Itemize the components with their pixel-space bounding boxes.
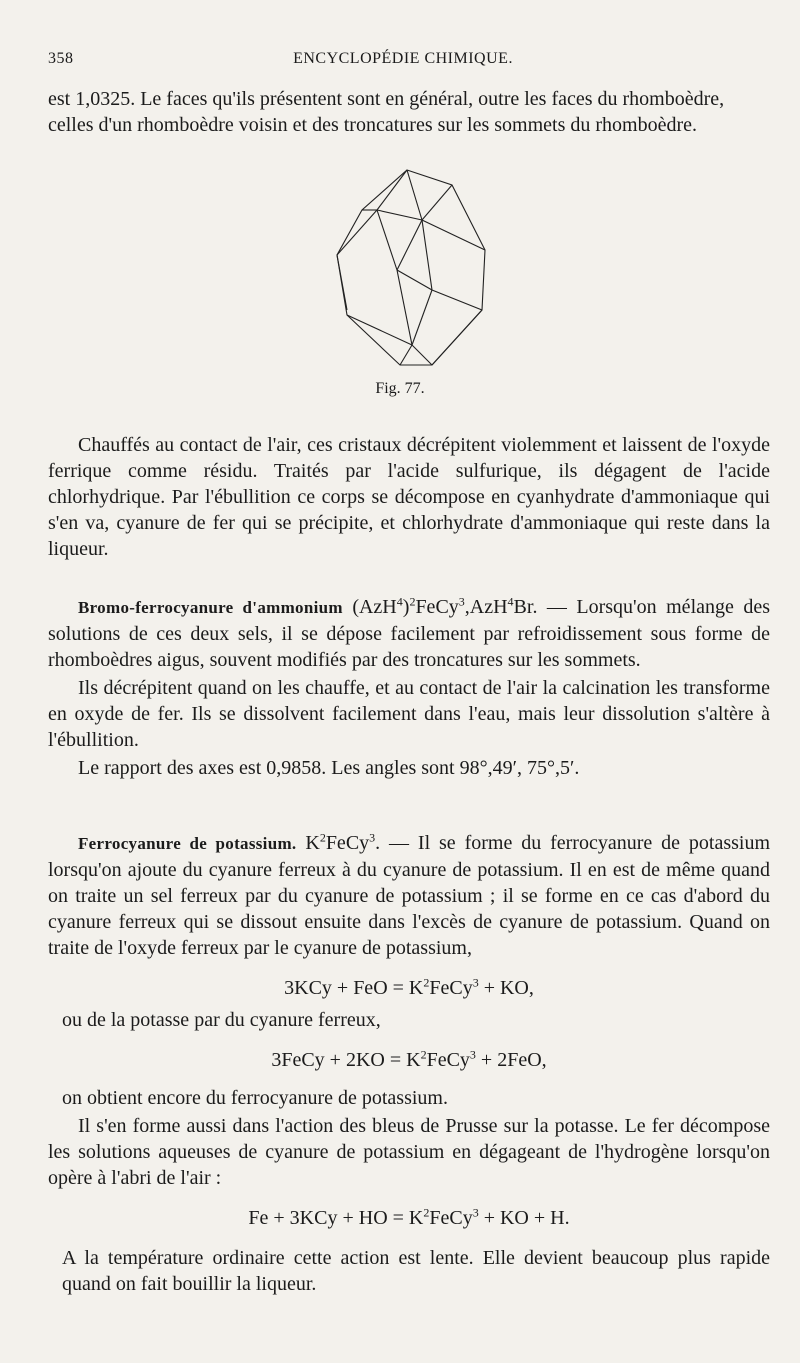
crystal-outline bbox=[337, 170, 485, 365]
ferro-paragraph-2: Il s'en forme aussi dans l'action des bleus de Prusse sur la potasse. Le fer décompose les solutions aqueuses de cyanure de potassium en dégageant de l'hydrogène lorsqu'on opère à l'abri de l'air : bbox=[48, 1115, 770, 1189]
intro-line-2: celles d'un rhomboèdre voisin et des troncatures sur les sommets du rhomboèdre. bbox=[48, 114, 698, 136]
equation-3: Fe + 3KCy + HO = $K^2FeCy^3$ + KO + H. bbox=[248, 1205, 570, 1229]
ferro-text: — Il se forme du ferrocyanure de potassium lorsqu'on ajoute du cyanure ferreux à du cyanure de potassium. Il en est de même quand on traite un sel ferreux par du cyanure de potassium ; il se forme en ce cas d'abord du cyanure ferreux qui se dissout ensuite dans l'excès de cyanure de potassium. Quand on traite de l'oxyde ferreux par le cyanure de potassium, bbox=[48, 832, 771, 959]
ferro-paragraph: Ferrocyanure de potassium. $K^2FeCy^3$. — Il se forme du ferrocyanure de potassium lorsqu'on ajoute du cyanure ferreux à du cyanure de potassium. Il en est de même quand on traite un sel ferreux par du cyanure de potassium ; il se forme en ce cas d'abord du cyanure ferreux qui se dissout ensuite dans l'excès de cyanure de potassium. Quand on traite de l'oxyde ferreux par le cyanure de potassium, bbox=[48, 830, 771, 959]
equation-1: 3KCy + FeO = $K^2FeCy^3$ + KO, bbox=[284, 975, 534, 999]
section-ferrocyanure bbox=[48, 830, 770, 1297]
ferro-heading: Ferrocyanure de potassium. bbox=[78, 834, 297, 853]
section-bromo bbox=[48, 594, 770, 781]
equation-2: 3FeCy + $2KO = K^2FeCy^3 + 2FeO$, bbox=[271, 1047, 547, 1071]
bromo-text: — Lorsqu'on mélange des solutions de ces deux sels, il se dépose facilement par refroidissement sous forme de rhomboèdres aigus, souvent modifiés par des troncatures sur les sommets. bbox=[48, 596, 771, 671]
bromo-heading: Bromo-ferrocyanure d'ammonium bbox=[78, 598, 343, 617]
bromo-paragraph: Bromo-ferrocyanure d'ammonium $(AzH^4)^2FeCy^3,AzH^4Br$. — Lorsqu'on mélange des solutions de ces deux sels, il se dépose facilement par refroidissement sous forme de rhomboèdres aigus, souvent modifiés par des troncatures sur les sommets. bbox=[48, 594, 771, 671]
page-header bbox=[48, 50, 758, 76]
page-number: 358 bbox=[48, 50, 74, 67]
transition-1: ou de la potasse par du cyanure ferreux, bbox=[62, 1009, 381, 1031]
figure-caption: Fig. 77. bbox=[375, 380, 425, 397]
transition-2: on obtient encore du ferrocyanure de potassium. bbox=[62, 1087, 448, 1109]
intro-text bbox=[48, 86, 770, 138]
bromo-paragraph-3: Le rapport des axes est 0,9858. Les angles sont 98°,49′, 75°,5′. bbox=[78, 757, 580, 779]
running-title: ENCYCLOPÉDIE CHIMIQUE. bbox=[293, 50, 513, 67]
bromo-paragraph-2: Ils décrépitent quand on les chauffe, et au contact de l'air la calcination les transforme en oxyde de fer. Ils se dissolvent facilement dans l'eau, mais leur dissolution s'altère à l'ébullition. bbox=[48, 677, 770, 751]
paragraph-1: Chauffés au contact de l'air, ces cristaux décrépitent violemment et laissent de l'oxyde ferrique comme résidu. Traités par l'acide sulfurique, ils dégagent de l'acide chlorhydrique. Par l'ébullition ce corps se décompose en cyanhydrate d'ammoniaque qui s'en va, cyanure de fer qui se précipite, et chlorhydrate d'ammoniaque qui reste dans la liqueur. bbox=[48, 434, 770, 560]
intro-line-1: est 1,0325. Le faces qu'ils présentent sont en général, outre les faces du rhomboèdre, bbox=[48, 88, 725, 110]
ferro-paragraph-3: A la température ordinaire cette action est lente. Elle devient beaucoup plus rapide quand on fait bouillir la liqueur. bbox=[62, 1247, 770, 1295]
crystal-figure bbox=[322, 160, 502, 410]
paragraph-chauffes bbox=[48, 432, 770, 562]
